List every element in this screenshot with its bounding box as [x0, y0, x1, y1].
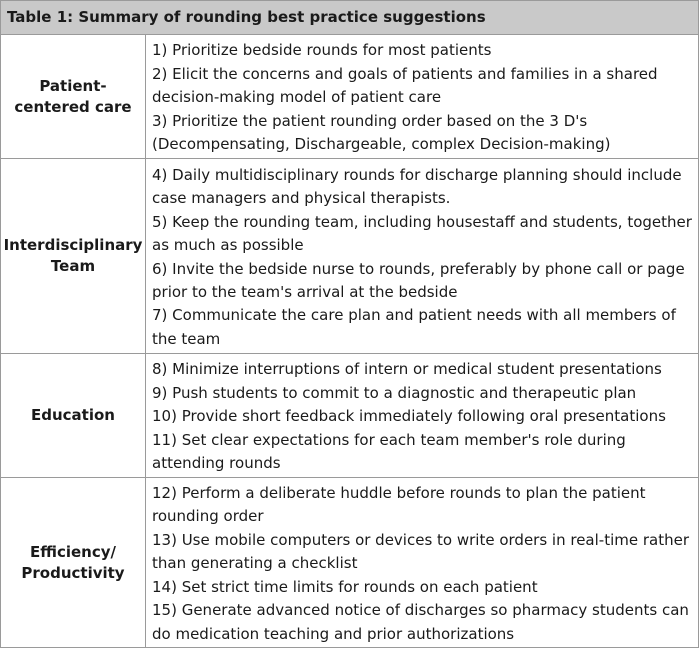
suggestions-cell	[146, 35, 698, 158]
suggestion-item: 5) Keep the rounding team, including housestaff and students, together as much as possible	[152, 212, 692, 255]
suggestion-item: 3) Prioritize the patient rounding order based on the 3 D's (Decompensating, Dischargeable, complex Decision-making)	[152, 111, 611, 154]
table-row	[1, 35, 698, 159]
suggestion-item: 6) Invite the bedside nurse to rounds, preferably by phone call or page prior to the team's arrival at the bedside	[152, 259, 685, 301]
table-row	[1, 159, 698, 354]
suggestion-item: 11) Set clear expectations for each team member's role during attending rounds	[152, 430, 626, 473]
suggestion-item: 14) Set strict time limits for rounds on each patient	[152, 577, 538, 596]
suggestion-item: 7) Communicate the care plan and patient needs with all members of the team	[152, 306, 676, 348]
suggestion-item: 13) Use mobile computers or devices to write orders in real-time rather than generating a checklist	[152, 530, 689, 573]
table-title: Table 1: Summary of rounding best practice suggestions	[1, 1, 698, 35]
suggestion-item: 4) Daily multidisciplinary rounds for discharge planning should include case managers and physical therapists.	[152, 165, 682, 208]
suggestions-cell	[146, 478, 698, 647]
suggestions-cell	[146, 159, 698, 353]
table-row	[1, 354, 698, 478]
suggestion-item: 10) Provide short feedback immediately following oral presentations	[152, 407, 666, 426]
suggestions-cell	[146, 354, 698, 477]
table-row	[1, 478, 698, 647]
suggestion-item: 12) Perform a deliberate huddle before rounds to plan the patient rounding order	[152, 484, 646, 526]
suggestion-item: 2) Elicit the concerns and goals of patients and families in a shared decision-making model of patient care	[152, 64, 658, 107]
category-cell: Education	[1, 354, 146, 477]
category-cell: Interdisciplinary Team	[1, 159, 146, 353]
suggestion-item: 9) Push students to commit to a diagnostic and therapeutic plan	[152, 383, 637, 402]
suggestion-item: 1) Prioritize bedside rounds for most patients	[152, 41, 492, 60]
suggestion-item: 8) Minimize interruptions of intern or medical student presentations	[152, 360, 662, 379]
suggestion-item: 15) Generate advanced notice of discharges so pharmacy students can do medication teaching and prior authorizations	[152, 601, 689, 643]
category-cell: Efficiency/ Productivity	[1, 478, 146, 647]
category-cell: Patient- centered care	[1, 35, 146, 158]
